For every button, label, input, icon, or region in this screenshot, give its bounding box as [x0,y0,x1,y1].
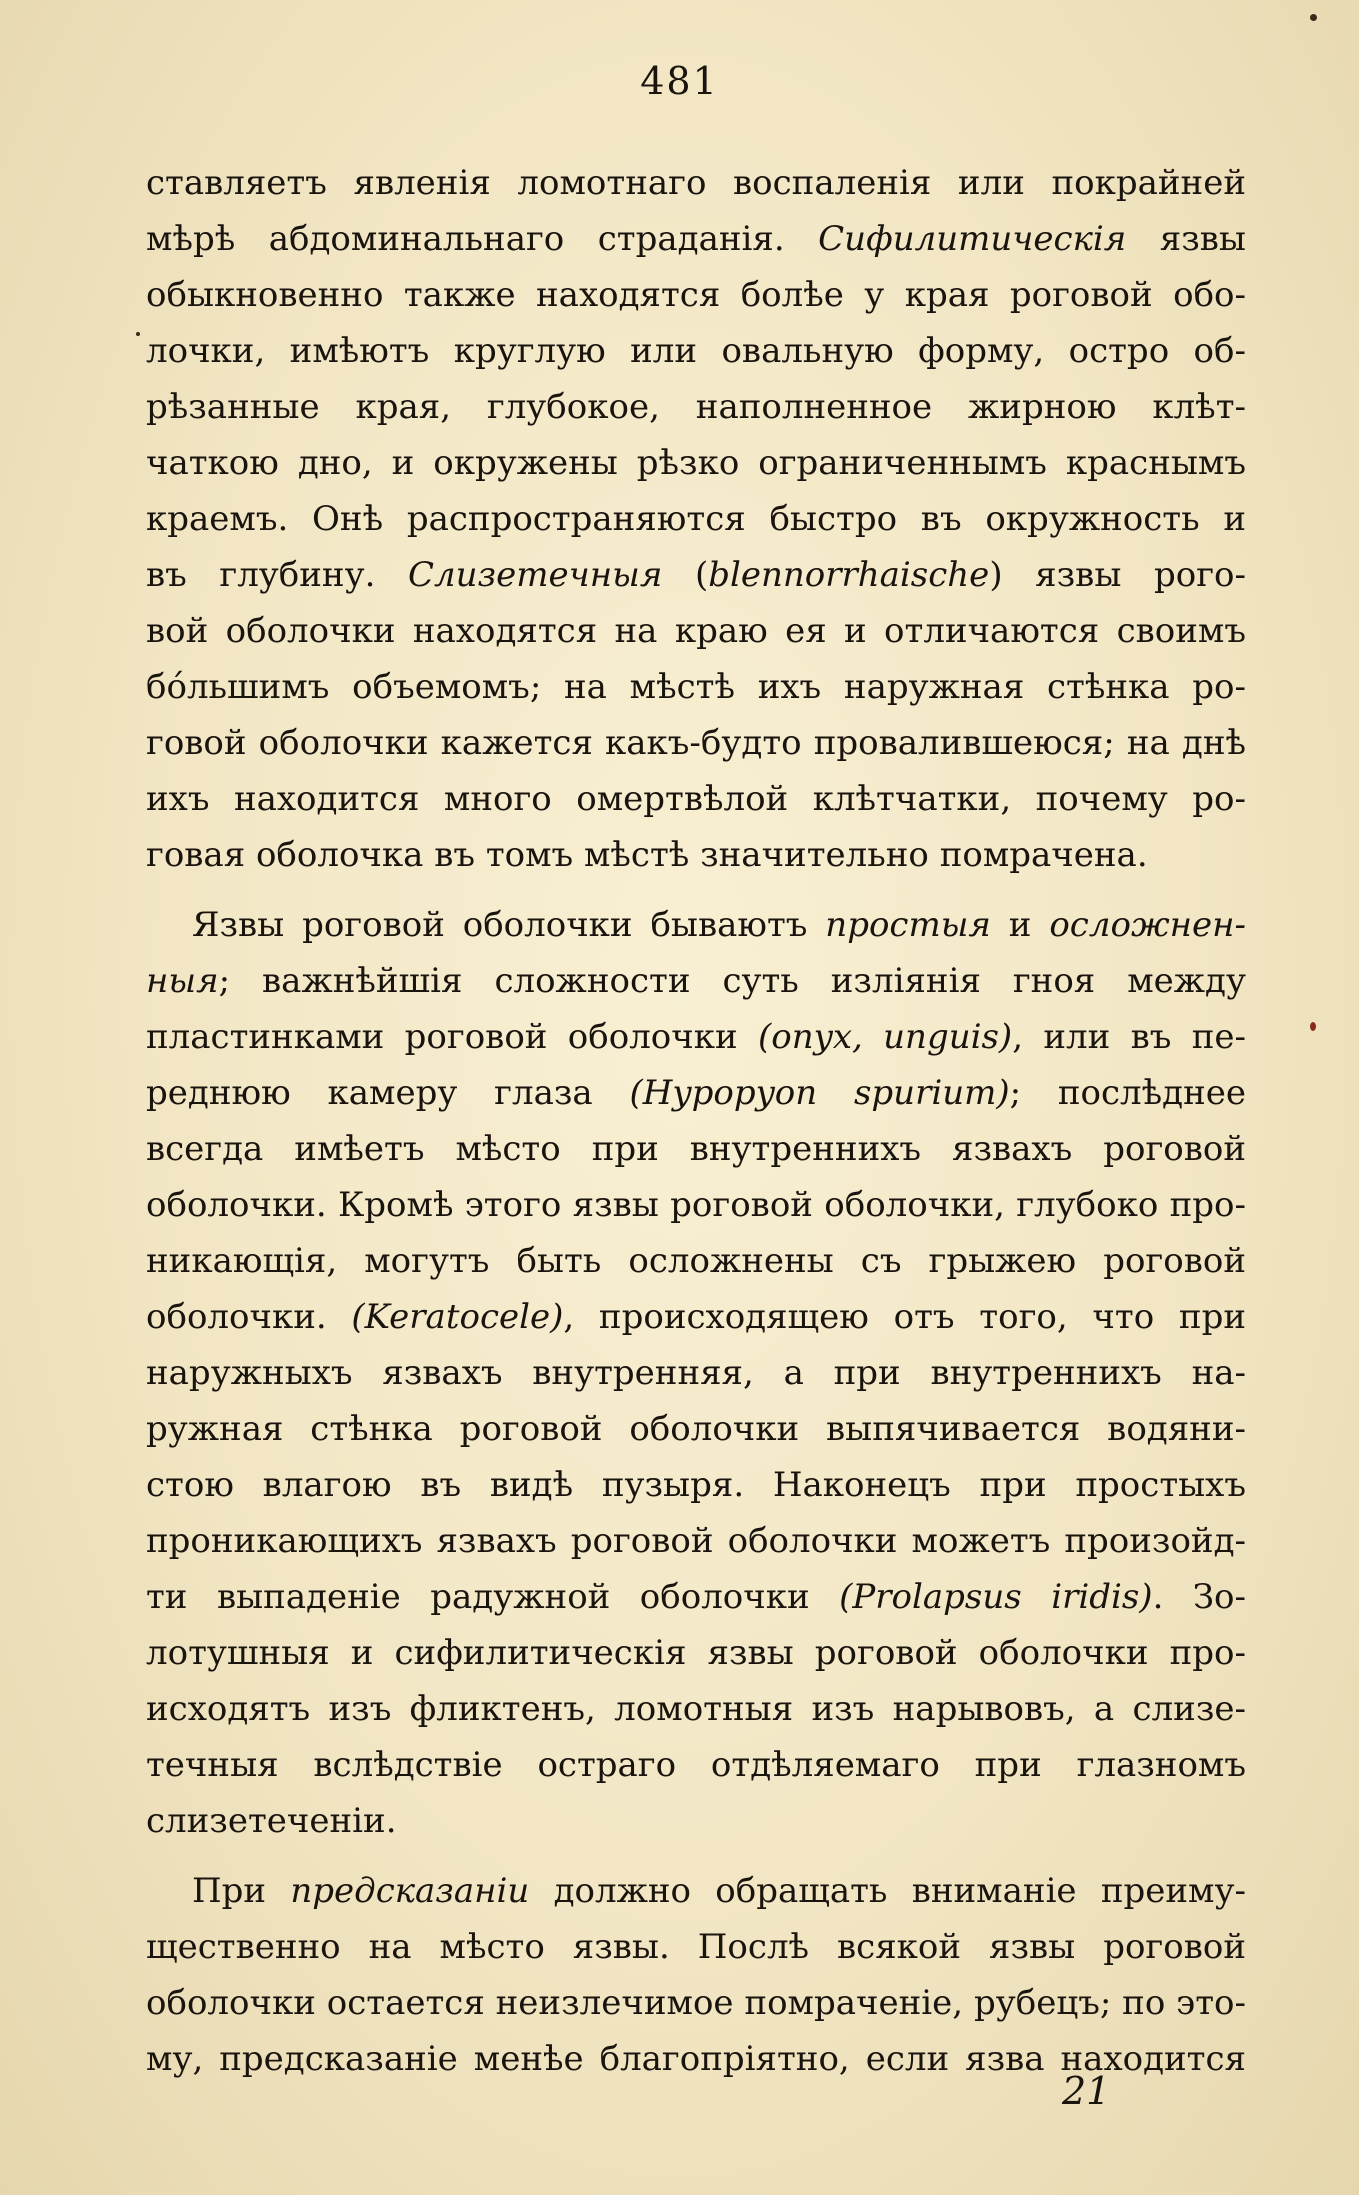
text-line [146,1009,1246,1065]
text-line [146,1625,1246,1681]
text-segment: ) язвы рого- [989,555,1246,595]
text-segment: проникающихъ язвахъ роговой оболочки можетъ произойд- [146,1521,1246,1561]
text-segment: въ глубину. [146,555,408,595]
text-segment: лочки, имѣютъ круглую или овальную форму, остро об- [146,331,1246,371]
text-line [146,1289,1246,1345]
text-line [146,659,1246,715]
text-segment: ставляетъ явленія ломотнаго воспаленія или покрайней [146,163,1246,203]
text-segment: наружныхъ язвахъ внутренняя, а при внутреннихъ на- [146,1353,1246,1393]
text-segment: пластинками роговой оболочки [146,1017,758,1057]
text-segment: мѣрѣ абдоминальнаго страданія. [146,219,819,259]
text-segment: всегда имѣетъ мѣсто при внутреннихъ язвахъ роговой [146,1129,1246,1169]
text-line [146,267,1246,323]
italic-term: простыя [825,905,991,945]
text-segment: оболочки остается неизлечимое помраченіе, рубецъ; по это- [146,1983,1246,2023]
text-segment: му, предсказаніе менѣе благопріятно, если язва находится [146,2039,1246,2079]
text-line [146,771,1246,827]
text-body [146,155,1246,2087]
text-segment: течныя вслѣдствіе остраго отдѣляемаго при глазномъ [146,1745,1246,1785]
text-line [146,897,1246,953]
text-segment: ; послѣднее [1009,1073,1246,1113]
signature-mark: 21 [1062,2069,1111,2113]
italic-term: (onyx, unguis) [758,1017,1013,1057]
text-segment: слизетеченіи. [146,1801,397,1841]
text-line [146,1457,1246,1513]
page-number: 481 [640,59,719,103]
text-line [146,1737,1246,1793]
italic-term: Сифилитическія [818,219,1127,259]
italic-term: blennorrhaische [708,555,990,595]
text-segment: оболочки. Кромѣ этого язвы роговой оболочки, глубоко про- [146,1185,1246,1225]
text-line [146,1177,1246,1233]
text-segment: обыкновенно также находятся болѣе у края роговой обо- [146,275,1246,315]
italic-term: (Keratocele) [351,1297,564,1337]
ink-speck [136,332,140,336]
text-line [146,1233,1246,1289]
text-line [146,1681,1246,1737]
text-segment: язвы [1126,219,1246,259]
text-line [146,1401,1246,1457]
text-segment: ихъ находится много омертвѣлой клѣтчатки, почему ро- [146,779,1246,819]
text-segment: вой оболочки находятся на краю ея и отличаются своимъ [146,611,1246,651]
text-line [146,155,1246,211]
text-line [146,1065,1246,1121]
italic-term: Слизетечныя [408,555,663,595]
text-segment: , или въ пе- [1012,1017,1246,1057]
text-line [146,953,1246,1009]
text-segment: щественно на мѣсто язвы. Послѣ всякой язвы роговой [146,1927,1246,1967]
text-line [146,1569,1246,1625]
text-line [146,603,1246,659]
text-line [146,1793,1246,1849]
italic-term: предсказаніи [290,1871,530,1911]
text-segment: краемъ. Онѣ распространяются быстро въ окружность и [146,499,1246,539]
text-line [146,547,1246,603]
text-line [146,1345,1246,1401]
text-segment: , происходящею отъ того, что при [563,1297,1246,1337]
text-line [146,715,1246,771]
text-segment: лотушныя и сифилитическія язвы роговой оболочки про- [146,1633,1246,1673]
text-line [146,435,1246,491]
text-line [146,379,1246,435]
text-line [146,491,1246,547]
text-segment: рѣзанные края, глубокое, наполненное жирною клѣт- [146,387,1246,427]
text-segment: ти выпаденіе радужной оболочки [146,1577,840,1617]
text-segment: стою влагою въ видѣ пузыря. Наконецъ при простыхъ [146,1465,1246,1505]
text-line [146,211,1246,267]
text-line [146,827,1246,883]
text-segment: При [192,1871,291,1911]
italic-term: (Hypopyon spurium) [629,1073,1010,1113]
text-segment: чаткою дно, и окружены рѣзко ограниченнымъ краснымъ [146,443,1246,483]
text-segment: должно обращать вниманіе преиму- [529,1871,1246,1911]
text-segment: оболочки. [146,1297,352,1337]
text-segment: ; важнѣйшія сложности суть изліянія гноя между [218,961,1246,1001]
text-line [146,1513,1246,1569]
text-segment: ( [662,555,709,595]
text-segment: ружная стѣнка роговой оболочки выпячивается водяни- [146,1409,1246,1449]
text-line [146,323,1246,379]
text-segment: бо́льшимъ объемомъ; на мѣстѣ ихъ наружная стѣнка ро- [146,667,1246,707]
text-segment: и [990,905,1050,945]
text-segment: Язвы роговой оболочки бываютъ [192,905,826,945]
text-segment: говой оболочки кажется какъ-будто провалившеюся; на днѣ [146,723,1246,763]
text-line [146,1121,1246,1177]
text-line [146,1919,1246,1975]
text-segment: реднюю камеру глаза [146,1073,630,1113]
ink-speck [1310,14,1317,21]
text-segment: говая оболочка въ томъ мѣстѣ значительно помрачена. [146,835,1148,875]
ink-speck [1310,1022,1316,1031]
text-segment: исходятъ изъ фликтенъ, ломотныя изъ нарывовъ, а слизе- [146,1689,1246,1729]
text-segment: никающія, могутъ быть осложнены съ грыжею роговой [146,1241,1246,1281]
italic-term: (Prolapsus iridis) [839,1577,1153,1617]
italic-term: осложнен- [1049,905,1246,945]
text-line [146,1975,1246,2031]
italic-term: ныя [146,961,219,1001]
text-segment: . Зо- [1152,1577,1246,1617]
text-line [146,1863,1246,1919]
